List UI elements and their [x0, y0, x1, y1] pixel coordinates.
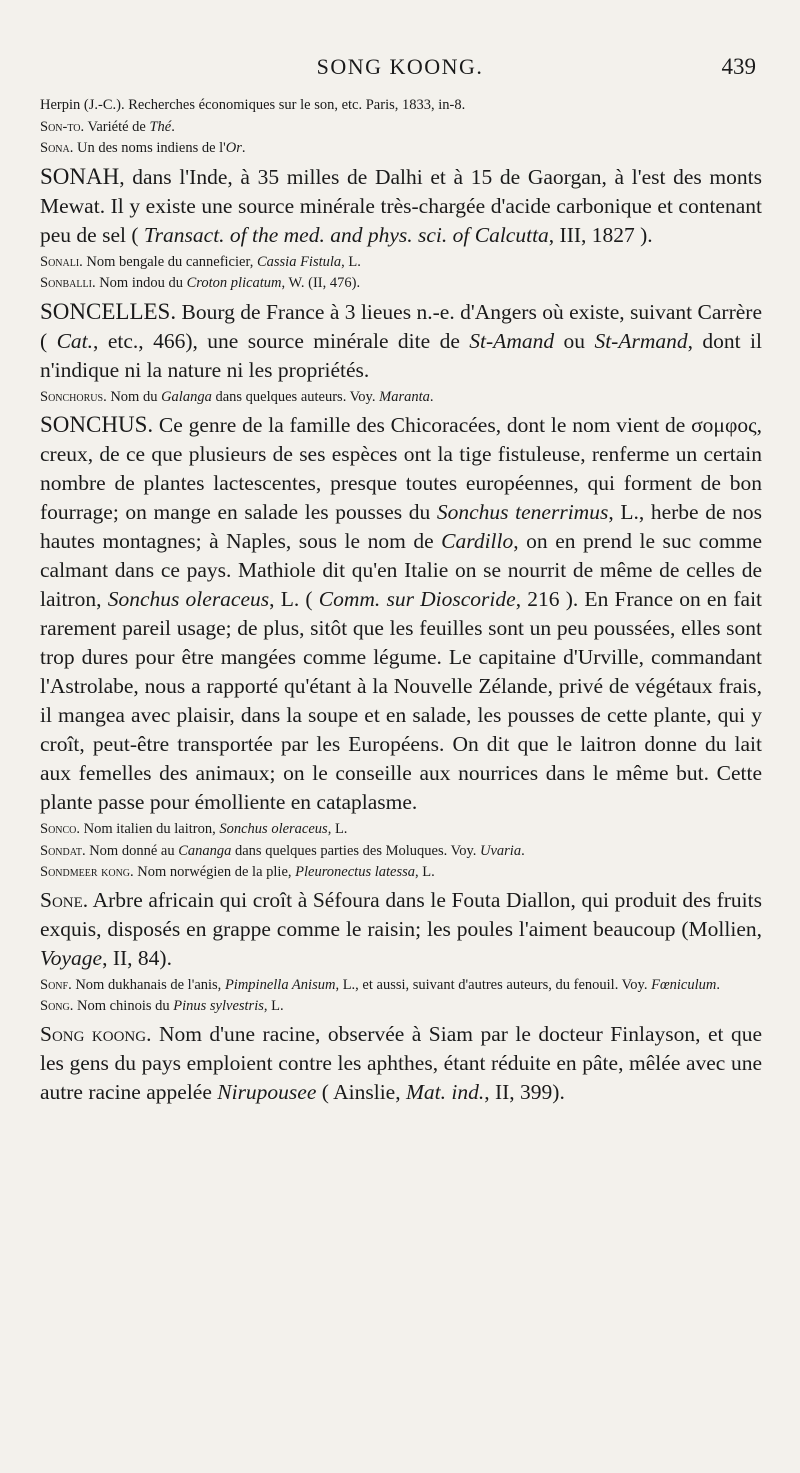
entry-headword: Sonf. [40, 976, 72, 993]
entry-headword: SONAH [40, 163, 120, 189]
entry-headword: Son-to. [40, 118, 85, 135]
page-header [0, 54, 800, 86]
entry-sonchus: SONCHUS. Ce genre de la famille des Chicoracées, dont le nom vient de σομφος, creux, de ce que plusieurs de ses espèces ont la tige fistuleuse, renferme un certain nombre de plantes lactescentes, presque toutes européennes, qui forment de bon fourrage; on mange en salade les pousses du Sonchus tenerrimus, L., herbe de nos hautes montagnes; à Naples, sous le nom de Cardillo, on en prend le suc comme calmant dans ce pays. Mathiole dit qu'en Italie on se nourrit de même de celles de laitron, Sonchus oleraceus, L. ( Comm. sur Dioscoride, 216 ). En France on en fait rarement pareil usage; de plus, sitôt que les feuilles sont un peu poussées, elles sont trop dures pour être mangées comme légume. Le capitaine d'Urville, commandant l'Astrolabe, nous a rapporté qu'étant à la Nouvelle Zélande, privé de végétaux frais, il mangea avec plaisir, dans la soupe et en salade, les pousses de cette plante, qui y croît, peut-être transportée par les Européens. On dit que le laitron donne du lait aux femelles des animaux; on le conseille aux nourrices dans le même but. Cette plante passe pour émolliente en cataplasme. [40, 412, 763, 814]
entry-sondat: Sondat. Nom donné au Cananga dans quelques parties des Moluques. Voy. Uvaria. [40, 842, 525, 859]
entry-sonali: Sonali. Nom bengale du canneficier, Cassia Fistula, L. [40, 253, 361, 270]
entry-headword: Sonchorus. [40, 388, 107, 405]
entry-headword: Sonali. [40, 253, 83, 270]
running-title: SONG KOONG. [316, 54, 484, 79]
entry-headword: Sondat. [40, 842, 86, 859]
entry-headword: Sondmeer kong. [40, 864, 134, 880]
entry-headword: Sone. [40, 887, 89, 912]
entry-headword: Sonco. [40, 821, 81, 837]
entry-song-koong: Song koong. Nom d'une racine, observée à Siam par le docteur Finlayson, et que les gens du pays emploient contre les aphthes, étant réduite en pâte, mêlée avec une autre racine appelée Nirupousee ( Ainslie, Mat. ind., II, 399). [40, 1021, 762, 1104]
entry-headword: Song. [40, 998, 74, 1014]
entry-herpin: Herpin (J.-C.). Recherches économiques sur le son, etc. Paris, 1833, in-8. [40, 97, 466, 113]
entry-headword: SONCHUS. [40, 412, 154, 437]
entry-soncelles: SONCELLES. Bourg de France à 3 lieues n.-e. d'Angers où existe, suivant Carrère ( Cat., etc., 466), une source minérale dite de St-Amand ou St-Armand, dont il n'indique ni la nature ni les propriétés. [40, 298, 762, 382]
entry-son-to: Son-to. Variété de Thé. [40, 118, 175, 135]
entry-sonballi: Sonballi. Nom indou du Croton plicatum, W. (II, 476). [40, 275, 361, 291]
entry-sonchorus: Sonchorus. Nom du Galanga dans quelques auteurs. Voy. Maranta. [40, 388, 434, 405]
entry-sone: Sone. Arbre africain qui croît à Séfoura dans le Fouta Diallon, qui produit des fruits exquis, disposés en grappe comme le raisin; les poules l'aiment beaucoup (Mollien, Voyage, II, 84). [40, 887, 762, 970]
entry-headword: Sona. [40, 140, 74, 156]
entry-song: Song. Nom chinois du Pinus sylvestris, L. [40, 998, 284, 1014]
page-body [40, 96, 762, 1110]
entry-sonf: Sonf. Nom dukhanais de l'anis, Pimpinella Anisum, L., et aussi, suivant d'autres auteurs, du fenouil. Voy. Fœniculum. [40, 976, 720, 993]
entry-headword: SONCELLES. [40, 298, 177, 324]
entry-sondmeer-kong: Sondmeer kong. Nom norwégien de la plie, Pleuronectus latessa, L. [40, 864, 435, 880]
entry-sona: Sona. Un des noms indiens de l'Or. [40, 140, 246, 156]
entry-sonah: SONAH, dans l'Inde, à 35 milles de Dalhi et à 15 de Gaorgan, à l'est des monts Mewat. Il y existe une source minérale très-chargée d'acide carbonique et contenant peu de sel ( Transact. of the med. and phys. sci. of Calcutta, III, 1827 ). [40, 163, 762, 247]
entry-sonco: Sonco. Nom italien du laitron, Sonchus oleraceus, L. [40, 821, 348, 837]
entry-headword: Sonballi. [40, 275, 96, 291]
page-number: 439 [721, 54, 756, 79]
entry-headword: Song koong. [40, 1021, 152, 1046]
